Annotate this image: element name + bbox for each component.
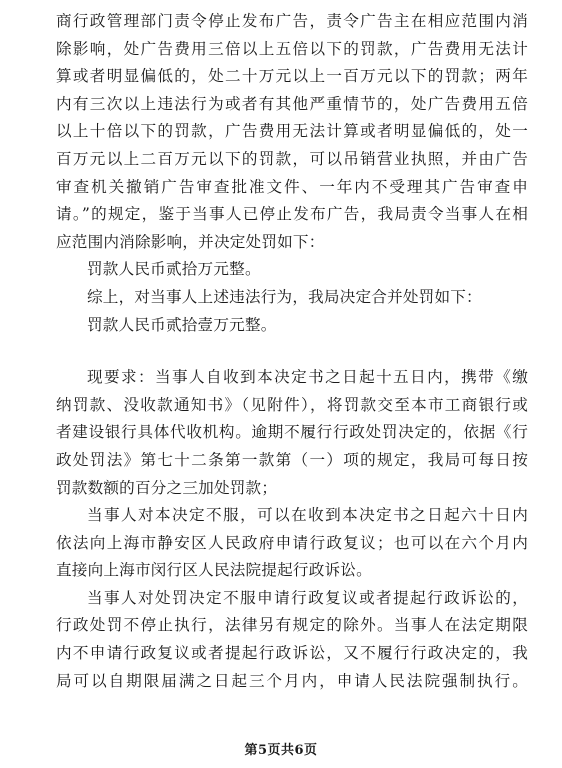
paragraph-line: 当事人对本决定不服，可以在收到本决定书之日起六十日内 bbox=[87, 506, 528, 525]
paragraph-line: 政处罚法》第七十二条第一款第（一）项的规定，我局可每日按 bbox=[56, 450, 528, 469]
paragraph-line: 百万元以上二百万元以下的罚款，可以吊销营业执照，并由广告 bbox=[56, 149, 528, 168]
paragraph-line: 罚款数额的百分之三加处罚款； bbox=[56, 478, 278, 497]
paragraph-line: 局可以自期限届满之日起三个月内，申请人民法院强制执行。 bbox=[56, 671, 528, 690]
paragraph-line: 除影响，处广告费用三倍以上五倍以下的罚款，广告费用无法计 bbox=[56, 39, 528, 58]
paragraph-line: 者建设银行具体代收机构。逾期不履行行政处罚决定的，依据《行 bbox=[56, 423, 528, 442]
paragraph-line: 应范围内消除影响，并决定处罚如下： bbox=[56, 232, 325, 251]
page-number: 第5页共6页 bbox=[244, 743, 318, 758]
penalty-amount: 罚款人民币贰拾万元整。 bbox=[87, 260, 261, 279]
paragraph-line: 内有三次以上违法行为或者有其他严重情节的，处广告费用五倍 bbox=[56, 94, 528, 113]
summary-text: 综上，对当事人上述违法行为，我局决定合并处罚如下： bbox=[87, 287, 482, 306]
paragraph-line: 内不申请行政复议或者提起行政诉讼，又不履行行政决定的，我 bbox=[56, 644, 528, 663]
paragraph-line: 算或者明显偏低的，处二十万元以上一百万元以下的罚款；两年 bbox=[56, 67, 528, 86]
paragraph-line: 以上十倍以下的罚款，广告费用无法计算或者明显偏低的，处一 bbox=[56, 122, 528, 141]
paragraph-line: 商行政管理部门责令停止发布广告，责令广告主在相应范围内消 bbox=[56, 12, 528, 30]
paragraph-line: 纳罚款、没收款通知书》（见附件），将罚款交至本市工商银行或 bbox=[56, 395, 528, 414]
penalty-total: 罚款人民币贰拾壹万元整。 bbox=[87, 315, 277, 334]
paragraph-line: 行政处罚不停止执行，法律另有规定的除外。当事人在法定期限 bbox=[56, 616, 528, 635]
paragraph-line: 直接向上海市闵行区人民法院提起行政诉讼。 bbox=[56, 561, 372, 580]
paragraph-line: 审查机关撤销广告审查批准文件、一年内不受理其广告审查申 bbox=[56, 177, 528, 196]
paragraph-gap bbox=[56, 339, 528, 364]
document-body bbox=[56, 8, 528, 695]
paragraph-line: 当事人对处罚决定不服申请行政复议或者提起行政诉讼的， bbox=[87, 588, 528, 607]
paragraph-line: 依法向上海市静安区人民政府申请行政复议；也可以在六个月内 bbox=[56, 533, 528, 552]
paragraph-line: 现要求：当事人自收到本决定书之日起十五日内，携带《缴 bbox=[87, 368, 528, 387]
paragraph-line: 请。”的规定，鉴于当事人已停止发布广告，我局责令当事人在相 bbox=[56, 205, 528, 224]
